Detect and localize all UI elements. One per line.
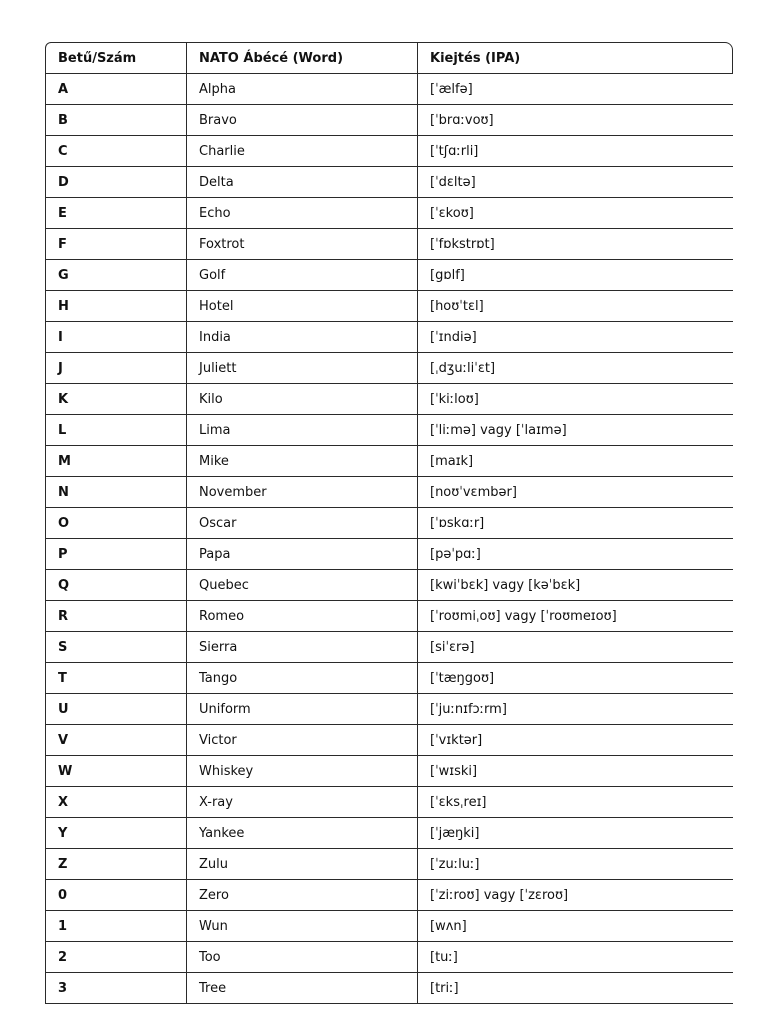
- cell-pronunciation: [ˈjuːnɪfɔːrm]: [418, 694, 733, 725]
- cell-word: Echo: [187, 198, 418, 229]
- cell-pronunciation: [ˈzuːluː]: [418, 849, 733, 880]
- cell-letter: 1: [45, 911, 187, 942]
- cell-word: Oscar: [187, 508, 418, 539]
- cell-letter: X: [45, 787, 187, 818]
- cell-letter: Y: [45, 818, 187, 849]
- table-row: [45, 942, 733, 973]
- cell-letter: D: [45, 167, 187, 198]
- header-row: [45, 42, 733, 74]
- cell-letter: Q: [45, 570, 187, 601]
- column-header-word: NATO Ábécé (Word): [187, 42, 418, 74]
- table-row: [45, 105, 733, 136]
- table-row: [45, 818, 733, 849]
- cell-word: Yankee: [187, 818, 418, 849]
- cell-pronunciation: [ˈɪndiə]: [418, 322, 733, 353]
- table-row: [45, 756, 733, 787]
- cell-letter: R: [45, 601, 187, 632]
- table-row: [45, 539, 733, 570]
- cell-word: Hotel: [187, 291, 418, 322]
- table-row: [45, 353, 733, 384]
- cell-pronunciation: [ˌdʒuːliˈɛt]: [418, 353, 733, 384]
- cell-pronunciation: [ˈjæŋki]: [418, 818, 733, 849]
- cell-pronunciation: [tuː]: [418, 942, 733, 973]
- table-row: [45, 260, 733, 291]
- table-body: [45, 74, 733, 1004]
- cell-letter: 2: [45, 942, 187, 973]
- cell-pronunciation: [ˈdɛltə]: [418, 167, 733, 198]
- cell-pronunciation: [siˈɛrə]: [418, 632, 733, 663]
- table-row: [45, 74, 733, 105]
- cell-letter: H: [45, 291, 187, 322]
- cell-word: November: [187, 477, 418, 508]
- cell-word: India: [187, 322, 418, 353]
- cell-letter: G: [45, 260, 187, 291]
- cell-pronunciation: [wʌn]: [418, 911, 733, 942]
- cell-letter: W: [45, 756, 187, 787]
- table-row: [45, 415, 733, 446]
- cell-word: Kilo: [187, 384, 418, 415]
- cell-pronunciation: [ˈwɪski]: [418, 756, 733, 787]
- table-row: [45, 167, 733, 198]
- table-row: [45, 570, 733, 601]
- cell-word: X-ray: [187, 787, 418, 818]
- table-row: [45, 477, 733, 508]
- cell-word: Mike: [187, 446, 418, 477]
- cell-pronunciation: [gɒlf]: [418, 260, 733, 291]
- cell-pronunciation: [ˈtʃɑːrli]: [418, 136, 733, 167]
- cell-letter: M: [45, 446, 187, 477]
- cell-letter: 3: [45, 973, 187, 1004]
- cell-pronunciation: [ˈtæŋgoʊ]: [418, 663, 733, 694]
- cell-letter: J: [45, 353, 187, 384]
- table-row: [45, 663, 733, 694]
- cell-pronunciation: [ˈziːroʊ] vagy [ˈzɛroʊ]: [418, 880, 733, 911]
- column-header-letter: Betű/Szám: [45, 42, 187, 74]
- cell-pronunciation: [triː]: [418, 973, 733, 1004]
- cell-word: Victor: [187, 725, 418, 756]
- column-header-pronunciation: Kiejtés (IPA): [418, 42, 733, 74]
- table-row: [45, 136, 733, 167]
- cell-word: Zulu: [187, 849, 418, 880]
- table-row: [45, 198, 733, 229]
- table-row: [45, 291, 733, 322]
- cell-letter: Z: [45, 849, 187, 880]
- cell-word: Charlie: [187, 136, 418, 167]
- cell-letter: I: [45, 322, 187, 353]
- cell-letter: C: [45, 136, 187, 167]
- table-row: [45, 322, 733, 353]
- cell-word: Delta: [187, 167, 418, 198]
- cell-word: Tree: [187, 973, 418, 1004]
- cell-word: Golf: [187, 260, 418, 291]
- cell-letter: F: [45, 229, 187, 260]
- table-row: [45, 694, 733, 725]
- cell-word: Foxtrot: [187, 229, 418, 260]
- cell-pronunciation: [noʊˈvɛmbər]: [418, 477, 733, 508]
- cell-word: Bravo: [187, 105, 418, 136]
- cell-pronunciation: [ˈɛkoʊ]: [418, 198, 733, 229]
- cell-letter: E: [45, 198, 187, 229]
- cell-letter: T: [45, 663, 187, 694]
- cell-letter: N: [45, 477, 187, 508]
- cell-pronunciation: [kwiˈbɛk] vagy [kəˈbɛk]: [418, 570, 733, 601]
- cell-pronunciation: [ˈvɪktər]: [418, 725, 733, 756]
- cell-word: Zero: [187, 880, 418, 911]
- cell-letter: 0: [45, 880, 187, 911]
- cell-word: Tango: [187, 663, 418, 694]
- cell-letter: A: [45, 74, 187, 105]
- cell-letter: L: [45, 415, 187, 446]
- table-row: [45, 446, 733, 477]
- table-row: [45, 229, 733, 260]
- cell-word: Whiskey: [187, 756, 418, 787]
- cell-letter: K: [45, 384, 187, 415]
- cell-pronunciation: [maɪk]: [418, 446, 733, 477]
- cell-letter: P: [45, 539, 187, 570]
- cell-pronunciation: [ˈroʊmiˌoʊ] vagy [ˈroʊmeɪoʊ]: [418, 601, 733, 632]
- cell-pronunciation: [pəˈpɑː]: [418, 539, 733, 570]
- cell-word: Papa: [187, 539, 418, 570]
- cell-pronunciation: [ˈliːmə] vagy [ˈlaɪmə]: [418, 415, 733, 446]
- cell-pronunciation: [ˈbrɑːvoʊ]: [418, 105, 733, 136]
- table-row: [45, 973, 733, 1004]
- nato-alphabet-table: [45, 42, 733, 1004]
- cell-word: Sierra: [187, 632, 418, 663]
- cell-word: Alpha: [187, 74, 418, 105]
- table-row: [45, 384, 733, 415]
- cell-word: Too: [187, 942, 418, 973]
- cell-pronunciation: [ˈfɒkstrɒt]: [418, 229, 733, 260]
- table-row: [45, 601, 733, 632]
- cell-pronunciation: [ˈælfə]: [418, 74, 733, 105]
- table-row: [45, 787, 733, 818]
- cell-word: Quebec: [187, 570, 418, 601]
- cell-pronunciation: [ˈkiːloʊ]: [418, 384, 733, 415]
- table-row: [45, 632, 733, 663]
- table-row: [45, 849, 733, 880]
- cell-pronunciation: [ˈɛksˌreɪ]: [418, 787, 733, 818]
- table-row: [45, 508, 733, 539]
- table-row: [45, 880, 733, 911]
- cell-word: Uniform: [187, 694, 418, 725]
- cell-letter: S: [45, 632, 187, 663]
- cell-letter: U: [45, 694, 187, 725]
- cell-letter: B: [45, 105, 187, 136]
- cell-word: Romeo: [187, 601, 418, 632]
- nato-alphabet-sheet: [45, 42, 733, 1004]
- table-row: [45, 725, 733, 756]
- cell-word: Lima: [187, 415, 418, 446]
- cell-pronunciation: [ˈɒskɑːr]: [418, 508, 733, 539]
- table-row: [45, 911, 733, 942]
- cell-letter: V: [45, 725, 187, 756]
- table-header: [45, 42, 733, 74]
- cell-word: Wun: [187, 911, 418, 942]
- cell-word: Juliett: [187, 353, 418, 384]
- cell-letter: O: [45, 508, 187, 539]
- cell-pronunciation: [hoʊˈtɛl]: [418, 291, 733, 322]
